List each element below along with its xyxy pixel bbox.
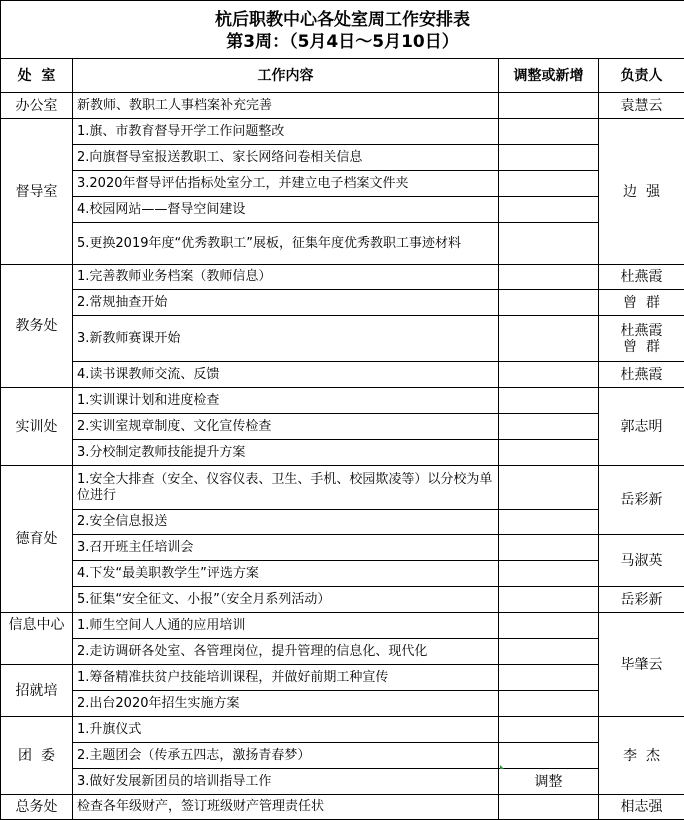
dept-academic: 教务处 (1, 265, 73, 388)
adjust-cell (499, 414, 599, 440)
title-cell (1, 1, 684, 59)
task-cell: 1.师生空间人人通的应用培训 (73, 613, 499, 639)
task-cell: 1.升旗仪式 (73, 717, 499, 743)
table-row (1, 466, 684, 510)
person-office: 袁慧云 (599, 93, 684, 119)
header-dept: 处 室 (1, 59, 73, 93)
person-league: 李 杰 (599, 717, 684, 795)
person-moral-1: 岳彩新 (599, 466, 684, 535)
task-cell: 2.安全信息报送 (73, 510, 499, 535)
adjust-cell (499, 561, 599, 587)
task-cell: 1.完善教师业务档案（教师信息） (73, 265, 499, 290)
task-cell: 3.做好发展新团员的培训指导工作 (73, 769, 499, 795)
task-cell: 2.向旗督导室报送教职工、家长网络问卷相关信息 (73, 145, 499, 171)
task-cell: 3.2020年督导评估指标处室分工，并建立电子档案文件夹 (73, 171, 499, 197)
adjust-cell (499, 119, 599, 145)
task-cell: 5.征集“安全征文、小报”（安全月系列活动） (73, 587, 499, 613)
table-row (1, 717, 684, 743)
table-row (1, 265, 684, 290)
adjust-cell (499, 145, 599, 171)
cell-comment-marker (500, 765, 504, 769)
task-cell: 2.实训室规章制度、文化宣传检查 (73, 414, 499, 440)
table-row (1, 587, 684, 613)
adjust-cell (499, 316, 599, 362)
person-academic-1: 杜燕霞 (599, 265, 684, 290)
person-name: 杜燕霞 (603, 323, 680, 339)
task-cell: 2.常规抽查开始 (73, 290, 499, 316)
table-row (1, 290, 684, 316)
table-row (1, 639, 684, 665)
table-row (1, 388, 684, 414)
adjust-cell: 调整 (499, 769, 599, 795)
task-cell: 新教师、教职工人事档案补充完善 (73, 93, 499, 119)
table-row (1, 665, 684, 691)
table-row (1, 535, 684, 561)
table-row (1, 362, 684, 388)
task-cell: 3.新教师赛课开始 (73, 316, 499, 362)
task-cell: 4.读书课教师交流、反馈 (73, 362, 499, 388)
table-row (1, 691, 684, 717)
person-moral-2: 马淑英 (599, 535, 684, 587)
task-cell: 3.分校制定教师技能提升方案 (73, 440, 499, 466)
person-general: 相志强 (599, 795, 684, 820)
adjust-cell (499, 639, 599, 665)
person-academic-3 (599, 316, 684, 362)
task-cell: 5.更换2019年度“优秀教职工”展板，征集年度优秀教职工事迹材料 (73, 223, 499, 265)
task-cell: 3.召开班主任培训会 (73, 535, 499, 561)
adjust-cell (499, 510, 599, 535)
table-row (1, 561, 684, 587)
dept-training: 实训处 (1, 388, 73, 466)
adjust-cell (499, 388, 599, 414)
task-cell: 2.走访调研各处室、各管理岗位，提升管理的信息化、现代化 (73, 639, 499, 665)
table-row (1, 613, 684, 639)
dept-supervision: 督导室 (1, 119, 73, 265)
table-row (1, 316, 684, 362)
adjust-cell (499, 691, 599, 717)
header-row (1, 59, 684, 93)
adjust-cell (499, 93, 599, 119)
person-training: 郭志明 (599, 388, 684, 466)
dept-league: 团 委 (1, 717, 73, 795)
table-row (1, 510, 684, 535)
table-row (1, 795, 684, 820)
adjust-cell (499, 197, 599, 223)
adjust-cell (499, 795, 599, 820)
adjust-cell (499, 717, 599, 743)
task-cell: 1.安全大排查（安全、仪容仪表、卫生、手机、校园欺凌等）以分校为单位进行 (73, 466, 499, 510)
dept-info: 信息中心 (1, 613, 73, 665)
header-content: 工作内容 (73, 59, 499, 93)
adjust-cell (499, 290, 599, 316)
dept-office: 办公室 (1, 93, 73, 119)
table-row (1, 171, 684, 197)
table-row (1, 440, 684, 466)
person-info-recruit: 毕肇云 (599, 613, 684, 717)
table-row (1, 743, 684, 769)
task-cell: 4.校园网站——督导空间建设 (73, 197, 499, 223)
adjust-cell (499, 223, 599, 265)
dept-recruit: 招就培 (1, 665, 73, 717)
task-cell: 1.实训课计划和进度检查 (73, 388, 499, 414)
adjust-cell (499, 665, 599, 691)
adjust-cell (499, 362, 599, 388)
adjust-cell (499, 171, 599, 197)
task-cell: 2.主题团会（传承五四志，激扬青春梦） (73, 743, 499, 769)
task-cell: 检查各年级财产，签订班级财产管理责任状 (73, 795, 499, 820)
table-row (1, 223, 684, 265)
header-adjust: 调整或新增 (499, 59, 599, 93)
table-row (1, 197, 684, 223)
person-academic-4: 杜燕霞 (599, 362, 684, 388)
task-cell: 1.筹备精准扶贫户技能培训课程，并做好前期工种宣传 (73, 665, 499, 691)
task-cell: 2.出台2020年招生实施方案 (73, 691, 499, 717)
person-academic-2: 曾 群 (599, 290, 684, 316)
table-row (1, 145, 684, 171)
page-title: 杭后职教中心各处室周工作安排表 (5, 9, 680, 31)
adjust-cell (499, 613, 599, 639)
adjust-cell (499, 265, 599, 290)
table-row (1, 93, 684, 119)
person-moral-3: 岳彩新 (599, 587, 684, 613)
person-name: 曾 群 (603, 339, 680, 355)
task-cell: 4.下发“最美职教学生”评选方案 (73, 561, 499, 587)
table-row (1, 414, 684, 440)
header-person: 负责人 (599, 59, 684, 93)
person-supervision: 边 强 (599, 119, 684, 265)
adjust-cell (499, 466, 599, 510)
task-cell: 1.旗、市教育督导开学工作问题整改 (73, 119, 499, 145)
table-row (1, 119, 684, 145)
table-row (1, 769, 684, 795)
adjust-cell (499, 587, 599, 613)
adjust-cell (499, 535, 599, 561)
page-subtitle: 第3周：（5月4日～5月10日） (5, 31, 680, 53)
adjust-cell (499, 743, 599, 769)
title-row (1, 1, 684, 59)
dept-general: 总务处 (1, 795, 73, 820)
adjust-cell (499, 440, 599, 466)
dept-moral: 德育处 (1, 466, 73, 613)
